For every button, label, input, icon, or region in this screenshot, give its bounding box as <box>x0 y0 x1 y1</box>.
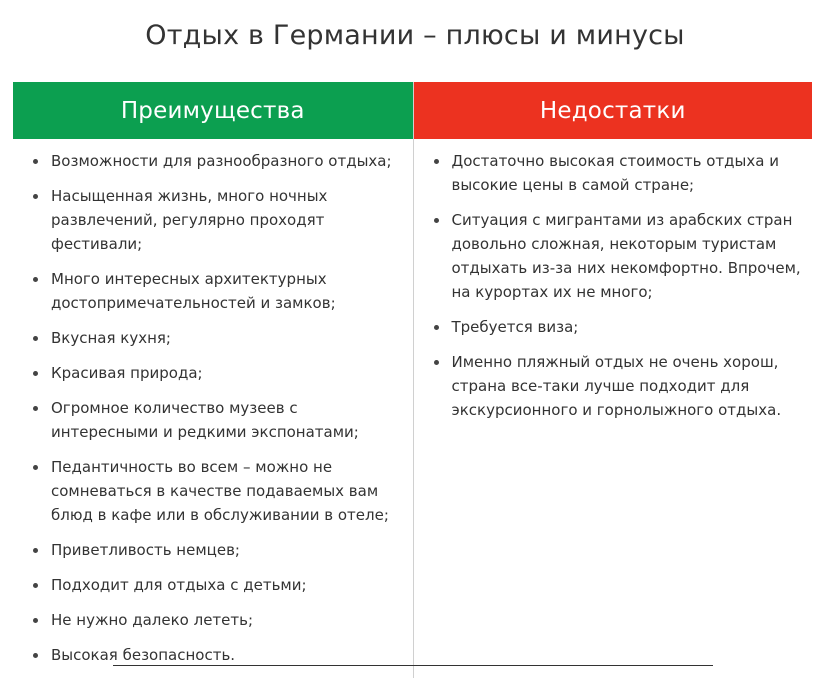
bullet-icon <box>33 548 38 553</box>
bullet-icon <box>434 159 439 164</box>
bullet-icon <box>434 218 439 223</box>
pros-item-text: Много интересных архитектурных достопримечательностей и замков; <box>51 270 336 312</box>
bullet-icon <box>33 653 38 658</box>
cons-item-text: Ситуация с мигрантами из арабских стран довольно сложная, некоторым туристам отдыхать из-за них некомфортно. Впрочем, на курортах их не много; <box>451 211 801 301</box>
pros-item-text: Красивая природа; <box>51 364 203 382</box>
pros-column <box>13 82 413 678</box>
bullet-icon <box>434 325 439 330</box>
bullet-icon <box>33 277 38 282</box>
bullet-icon <box>434 360 439 365</box>
bullet-icon <box>33 371 38 376</box>
pros-item <box>13 608 413 632</box>
pros-cons-table <box>13 82 812 678</box>
pros-item-text: Насыщенная жизнь, много ночных развлечений, регулярно проходят фестивали; <box>51 187 328 253</box>
bottom-divider <box>113 665 713 666</box>
pros-item <box>13 643 413 667</box>
pros-item <box>13 184 413 256</box>
cons-list <box>414 139 813 422</box>
bullet-icon <box>33 336 38 341</box>
pros-item-text: Высокая безопасность. <box>51 646 236 664</box>
pros-item <box>13 149 413 173</box>
pros-header: Преимущества <box>13 82 413 139</box>
cons-item <box>414 149 813 197</box>
pros-item <box>13 361 413 385</box>
bullet-icon <box>33 583 38 588</box>
cons-column <box>413 82 813 678</box>
pros-item <box>13 396 413 444</box>
page-title: Отдых в Германии – плюсы и минусы <box>145 20 685 51</box>
bullet-icon <box>33 159 38 164</box>
pros-item-text: Приветливость немцев; <box>51 541 240 559</box>
pros-item-text: Педантичность во всем – можно не сомневаться в качестве подаваемых вам блюд в кафе или в обслуживании в отеле; <box>51 458 389 524</box>
pros-item <box>13 455 413 527</box>
pros-list <box>13 139 413 667</box>
pros-item-text: Вкусная кухня; <box>51 329 171 347</box>
cons-item-text: Именно пляжный отдых не очень хорош, страна все-таки лучше подходит для экскурсионного и горнолыжного отдыха. <box>451 353 782 419</box>
cons-item <box>414 315 813 339</box>
pros-item-text: Не нужно далеко лететь; <box>51 611 254 629</box>
cons-item <box>414 208 813 304</box>
pros-item-text: Возможности для разнообразного отдыха; <box>51 152 392 170</box>
cons-header: Недостатки <box>414 82 813 139</box>
cons-item <box>414 350 813 422</box>
bullet-icon <box>33 406 38 411</box>
pros-item <box>13 538 413 562</box>
pros-item <box>13 267 413 315</box>
pros-item-text: Подходит для отдыха с детьми; <box>51 576 307 594</box>
pros-item-text: Огромное количество музеев с интересными и редкими экспонатами; <box>51 399 359 441</box>
pros-item <box>13 573 413 597</box>
bullet-icon <box>33 465 38 470</box>
bullet-icon <box>33 194 38 199</box>
bullet-icon <box>33 618 38 623</box>
cons-item-text: Достаточно высокая стоимость отдыха и высокие цены в самой стране; <box>451 152 779 194</box>
cons-item-text: Требуется виза; <box>451 318 579 336</box>
pros-item <box>13 326 413 350</box>
